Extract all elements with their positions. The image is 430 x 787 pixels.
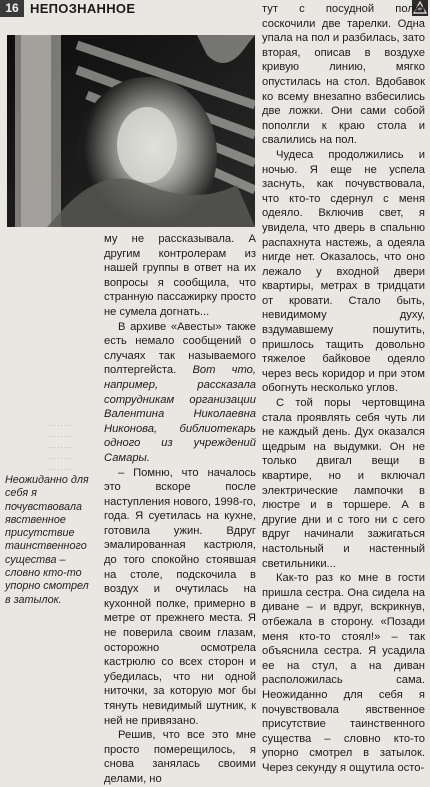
ghost-figure-photo	[7, 35, 255, 227]
paragraph	[104, 320, 256, 466]
sidebar-caption: Неожиданно для себя я почувствовала явственное присутствие таинственного существа – словно кто-то упорно смотрел в затылок.	[5, 474, 89, 606]
paragraph: Как-то раз ко мне в гости пришла сестра. Она сидела на диване – и вдруг, вскрикнув, отбежала в сторону. «Позади меня кто-то стоял!» – так объяснила сестра. Я усадила ее на стул, а на диван расположилась сама. Неожиданно для себя я почувствовала явственное присутствие таинственного существа – словно кто-то упорно смотрел в затылок. Через секунду я ощутила осто-	[262, 572, 425, 774]
article-column-middle	[104, 232, 256, 787]
paragraph: Решив, что все это мне просто померещилось, я снова занялась своими делами, но	[104, 729, 256, 785]
paragraph-italic: Вот что, например, рассказала сотрудникам организации Валентина Николаевна Никонова, библиотекарь одного из учреждений Самары.	[104, 364, 256, 464]
paragraph-plain: В архиве «Авесты» также есть немало сообщений о случаях так называемого полтергейста.	[104, 320, 256, 377]
page-number: 16	[0, 0, 24, 17]
section-title: НЕПОЗНАННОЕ	[30, 1, 136, 16]
paragraph: тут с посудной полки соскочили две тарелки. Одна упала на пол и разбилась, зато вторая, описав в воздухе кривую линию, мягко опустилась на стол. Вдобавок ко всему внезапно взбесились две ложки. Они сами собой пополгли к краю стола и свалились на пол.	[262, 3, 425, 147]
article-column-right	[262, 2, 425, 775]
paragraph: С той поры чертовщина стала проявлять себя чуть ли не каждый день. Дух оказался щедрым на выдумки. Он не только двигал вещи в квартире, но и включал электрические лампочки в люстре и в торшере. А в другие дни и с того ни с сего вдруг начинали зажигаться настольный и настенный светильники...	[262, 397, 425, 570]
bleed-through-text: ········ ········ ········ ········ ········	[48, 420, 72, 474]
paragraph: Чудеса продолжились и ночью. Я еще не успела заснуть, как почувствовала, что кто-то сдернул с меня одеяло. Включив свет, я увидела, что дверь в спальню распахнута настежь, а одеяла нигде нет. Оказалось, что оно лежало у входной двери квартиры, метрах в тридцати от кровати. Стало быть, невидимому духу, вздумавшему пошутить, пришлось тащить довольно тяжелое байковое одеяло через весь коридор и при этом обогнуть несколько углов.	[262, 148, 425, 395]
paragraph: му не рассказывала. А другим контролерам из нашей группы в ответ на их вопросы я сообщила, что странную пассажирку просто не сумела догнать...	[104, 233, 256, 318]
paragraph: – Помню, что началось это вскоре после наступления нового, 1998-го, года. Я суетилась на кухне, готовила ужин. Вдруг эмалированная кастрюля, до того спокойно стоявшая на столе, подскочила в воздух и очутилась на кухонной полке, примерно в метре от прежнего места. Я не поверила своим глазам, осторожно осмотрела кастрюлю со всех сторон и убедилась, что ни одной ниточки, за которую мог бы тянуть невидимый шутник, к ней не привязано.	[104, 466, 256, 727]
